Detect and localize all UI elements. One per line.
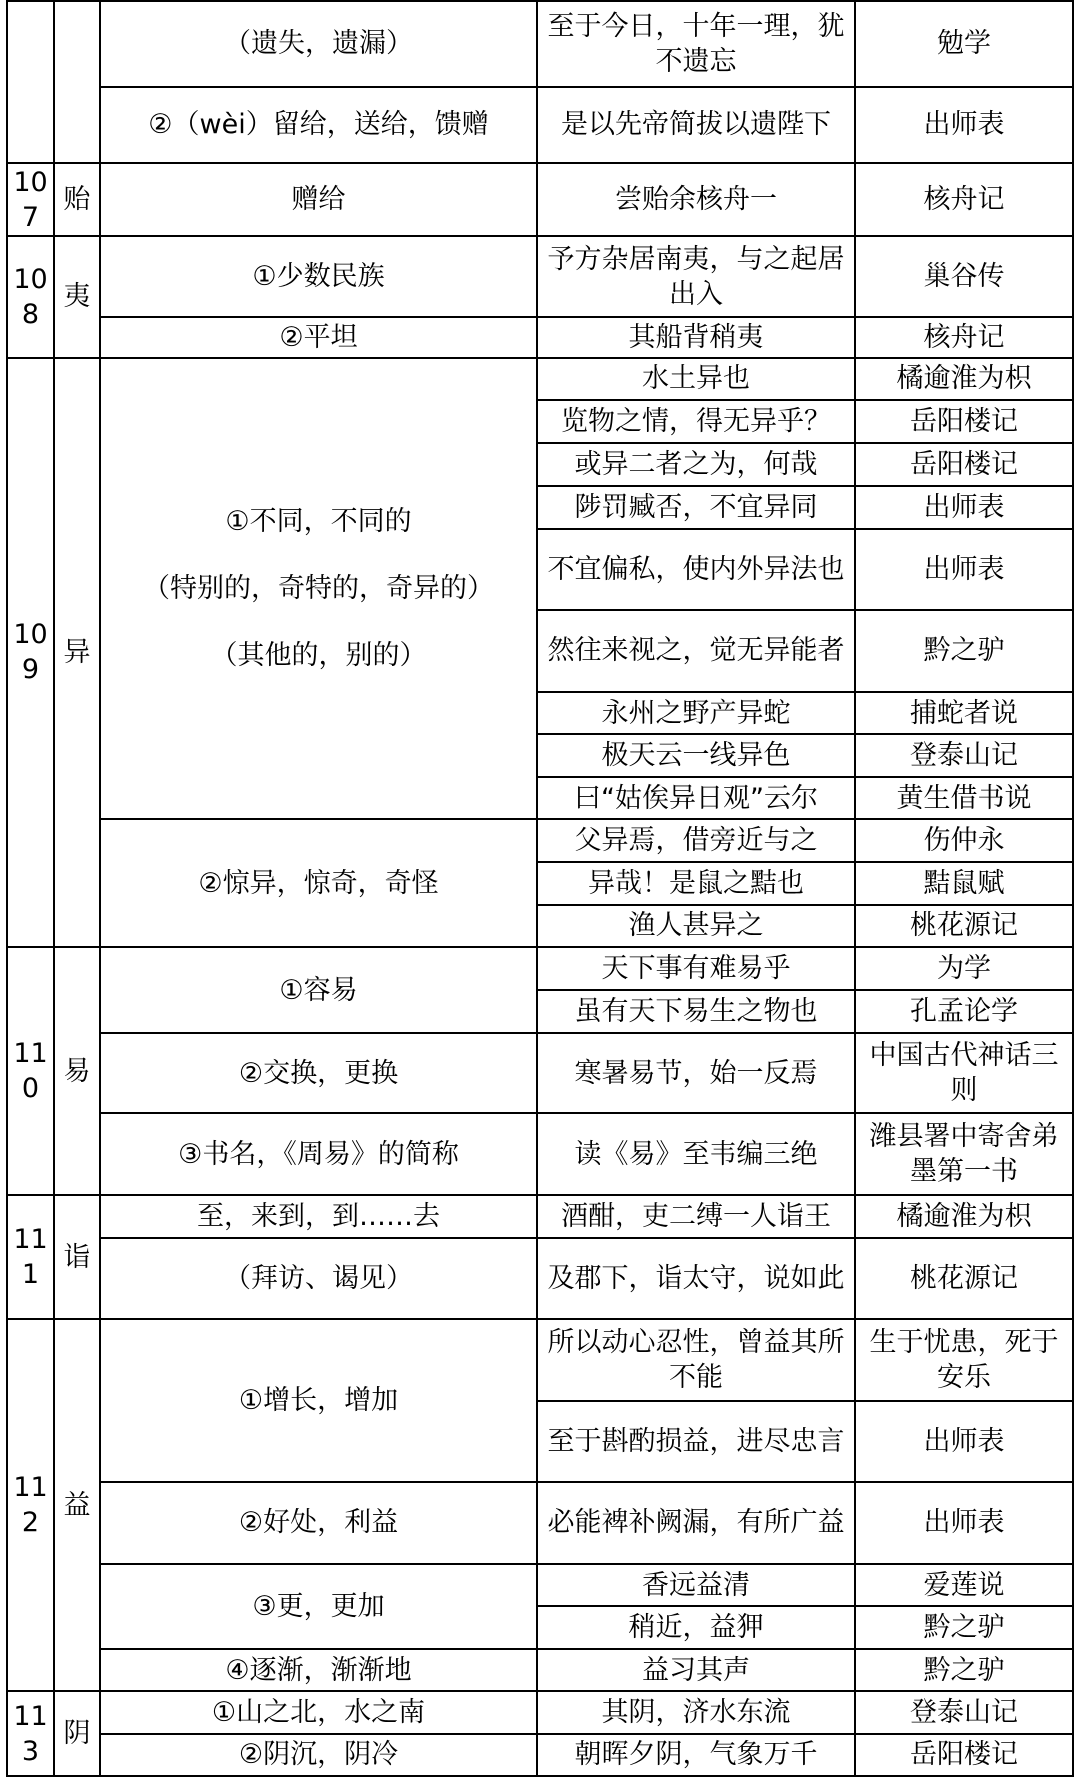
meaning-cell	[100, 1319, 537, 1482]
example-sentence-cell: 寒暑易节，始一反焉	[537, 1033, 855, 1113]
table-row	[7, 236, 1073, 316]
entry-character-cell	[54, 1, 100, 163]
table-row	[7, 1649, 1073, 1691]
source-text-cell: 登泰山记	[855, 1691, 1073, 1734]
source-text-cell: 爱莲说	[855, 1564, 1073, 1607]
source-text-cell: 岳阳楼记	[855, 1734, 1073, 1776]
meaning-text: ③更，更加	[252, 1590, 385, 1622]
source-text-cell: 岳阳楼记	[855, 443, 1073, 486]
meaning-text: ②（wèi）留给，送给，馈赠	[148, 109, 489, 141]
meaning-text: ③书名，《周易》的简称	[178, 1138, 459, 1170]
entry-character-cell: 诣	[54, 1195, 100, 1319]
meaning-cell	[100, 358, 537, 819]
example-sentence-cell: 永州之野产异蛇	[537, 692, 855, 735]
meaning-text: ①山之北，水之南	[211, 1696, 426, 1728]
entry-character-cell: 益	[54, 1319, 100, 1691]
meaning-cell	[100, 1033, 537, 1113]
meaning-cell	[100, 819, 537, 947]
source-text-cell: 核舟记	[855, 317, 1073, 358]
meaning-text: ④逐渐，渐渐地	[225, 1654, 412, 1686]
source-text-cell: 出师表	[855, 1482, 1073, 1564]
table-row	[7, 1691, 1073, 1734]
source-text-cell: 勉学	[855, 1, 1073, 87]
example-sentence-cell: 或异二者之为，何哉	[537, 443, 855, 486]
source-text-cell: 黠鼠赋	[855, 862, 1073, 905]
table-row	[7, 317, 1073, 358]
example-sentence-cell: 渔人甚异之	[537, 905, 855, 948]
example-sentence-cell: 所以动心忍性，曾益其所不能	[537, 1319, 855, 1401]
example-sentence-cell: 至于斟酌损益，进尽忠言	[537, 1401, 855, 1483]
table-row	[7, 87, 1073, 163]
source-text-cell: 中国古代神话三则	[855, 1033, 1073, 1113]
source-text-cell: 孔孟论学	[855, 990, 1073, 1033]
line-spacer	[105, 539, 532, 571]
example-sentence-cell: 虽有天下易生之物也	[537, 990, 855, 1033]
table-row	[7, 163, 1073, 236]
meaning-text: ①不同，不同的	[225, 505, 412, 537]
meaning-cell	[100, 1734, 537, 1776]
meaning-cell	[100, 1113, 537, 1195]
meaning-cell	[100, 236, 537, 316]
table-row	[7, 1564, 1073, 1607]
meaning-text: 至，来到，到……去	[197, 1200, 440, 1232]
source-text-cell: 桃花源记	[855, 905, 1073, 948]
table-row	[7, 1033, 1073, 1113]
source-text-cell: 出师表	[855, 529, 1073, 611]
example-sentence-cell: 稍近，益狎	[537, 1606, 855, 1649]
meaning-cell	[100, 163, 537, 236]
source-text-cell: 登泰山记	[855, 734, 1073, 777]
source-text-cell: 黔之驴	[855, 1606, 1073, 1649]
example-sentence-cell: 酒酣，吏二缚一人诣王	[537, 1195, 855, 1238]
entry-number-cell: 111	[7, 1195, 54, 1319]
source-text-cell: 为学	[855, 947, 1073, 990]
meaning-cell	[100, 947, 537, 1033]
example-sentence-cell: 读《易》至韦编三绝	[537, 1113, 855, 1195]
example-sentence-cell: 父异焉，借旁近与之	[537, 819, 855, 862]
source-text-cell: 黔之驴	[855, 610, 1073, 692]
example-sentence-cell: 及郡下，诣太守，说如此	[537, 1238, 855, 1320]
example-sentence-cell: 香远益清	[537, 1564, 855, 1607]
example-sentence-cell: 朝晖夕阴，气象万千	[537, 1734, 855, 1776]
source-text-cell: 巢谷传	[855, 236, 1073, 316]
table-row	[7, 1113, 1073, 1195]
example-sentence-cell: 极天云一线异色	[537, 734, 855, 777]
meaning-text: ①增长，增加	[238, 1385, 399, 1417]
meaning-cell	[100, 1564, 537, 1650]
example-sentence-cell: 览物之情，得无异乎？	[537, 400, 855, 443]
meaning-text: ②阴沉，阴冷	[238, 1739, 399, 1771]
meaning-text: ②平坦	[279, 321, 358, 353]
example-sentence-cell: 天下事有难易乎	[537, 947, 855, 990]
meaning-text: 赠给	[291, 184, 346, 216]
meaning-text: ②交换，更换	[238, 1057, 399, 1089]
meaning-text: （特别的，奇特的，奇异的）	[143, 572, 494, 604]
example-sentence-cell: 必能裨补阙漏，有所广益	[537, 1482, 855, 1564]
source-text-cell: 岳阳楼记	[855, 400, 1073, 443]
source-text-cell: 橘逾淮为枳	[855, 1195, 1073, 1238]
table-row	[7, 358, 1073, 401]
meaning-text: ②好处，利益	[238, 1507, 399, 1539]
entry-number-cell: 110	[7, 947, 54, 1195]
example-sentence-cell: 至于今日，十年一理，犹不遗忘	[537, 1, 855, 87]
meaning-cell	[100, 1, 537, 87]
meaning-cell	[100, 87, 537, 163]
example-sentence-cell: 其船背稍夷	[537, 317, 855, 358]
table-row	[7, 819, 1073, 862]
entry-number-cell	[7, 1, 54, 163]
example-sentence-cell: 益习其声	[537, 1649, 855, 1691]
entry-number-cell: 107	[7, 163, 54, 236]
table-row	[7, 1734, 1073, 1776]
meaning-text: （其他的，别的）	[210, 639, 427, 671]
source-text-cell: 出师表	[855, 1401, 1073, 1483]
entry-number-cell: 112	[7, 1319, 54, 1691]
example-sentence-cell: 不宜偏私，使内外异法也	[537, 529, 855, 611]
example-sentence-cell: 然往来视之，觉无异能者	[537, 610, 855, 692]
example-sentence-cell: 尝贻余核舟一	[537, 163, 855, 236]
meaning-text: （拜访、谒见）	[224, 1262, 413, 1294]
meaning-cell	[100, 1482, 537, 1564]
meaning-text: （遗失，遗漏）	[224, 28, 413, 60]
source-text-cell: 黔之驴	[855, 1649, 1073, 1691]
entry-character-cell: 贻	[54, 163, 100, 236]
meaning-cell	[100, 1649, 537, 1691]
entry-number-cell: 108	[7, 236, 54, 357]
table-row	[7, 1482, 1073, 1564]
source-text-cell: 伤仲永	[855, 819, 1073, 862]
table-row	[7, 1195, 1073, 1238]
vocabulary-table	[6, 0, 1074, 1777]
source-text-cell: 出师表	[855, 87, 1073, 163]
example-sentence-cell: 予方杂居南夷，与之起居出入	[537, 236, 855, 316]
entry-number-cell: 109	[7, 358, 54, 948]
meaning-cell	[100, 317, 537, 358]
entry-character-cell: 易	[54, 947, 100, 1195]
meaning-cell	[100, 1195, 537, 1238]
table-row	[7, 1319, 1073, 1401]
source-text-cell: 潍县署中寄舍弟墨第一书	[855, 1113, 1073, 1195]
source-text-cell: 黄生借书说	[855, 777, 1073, 819]
table-row	[7, 1238, 1073, 1320]
example-sentence-cell: 其阴，济水东流	[537, 1691, 855, 1734]
example-sentence-cell: 陟罚臧否，不宜异同	[537, 486, 855, 529]
meaning-text: ②惊异，惊奇，奇怪	[198, 867, 439, 899]
line-spacer	[105, 606, 532, 638]
source-text-cell: 核舟记	[855, 163, 1073, 236]
example-sentence-cell: 是以先帝简拔以遗陛下	[537, 87, 855, 163]
example-sentence-cell: 异哉！是鼠之黠也	[537, 862, 855, 905]
meaning-cell	[100, 1691, 537, 1734]
example-sentence-cell: 水土异也	[537, 358, 855, 401]
entry-character-cell: 异	[54, 358, 100, 948]
source-text-cell: 橘逾淮为枳	[855, 358, 1073, 401]
source-text-cell: 出师表	[855, 486, 1073, 529]
meaning-cell	[100, 1238, 537, 1320]
table-row	[7, 947, 1073, 990]
meaning-text: ①容易	[279, 974, 358, 1006]
meaning-text: ①少数民族	[252, 261, 385, 293]
entry-character-cell: 阴	[54, 1691, 100, 1776]
entry-number-cell: 113	[7, 1691, 54, 1776]
source-text-cell: 桃花源记	[855, 1238, 1073, 1320]
source-text-cell: 生于忧患，死于安乐	[855, 1319, 1073, 1401]
example-sentence-cell: 曰“姑俟异日观”云尔	[537, 777, 855, 819]
table-row	[7, 1, 1073, 87]
source-text-cell: 捕蛇者说	[855, 692, 1073, 735]
entry-character-cell: 夷	[54, 236, 100, 357]
